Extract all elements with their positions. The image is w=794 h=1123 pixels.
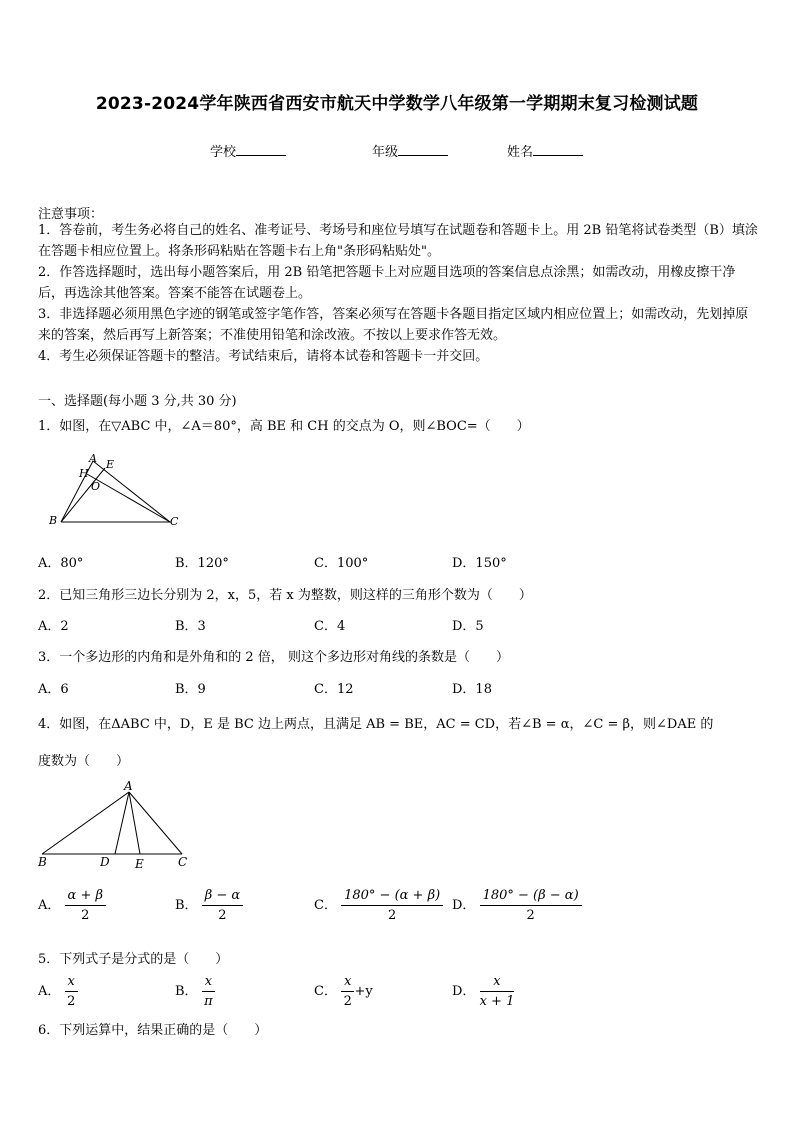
fig4-label-a: A — [124, 779, 133, 793]
fraction: $\frac{180^\circ - (\alpha + \beta)}{2}$ — [341, 888, 443, 923]
fraction: $\frac{\alpha + \beta}{2}$ — [65, 888, 106, 923]
fig1-label-c: C — [170, 515, 179, 528]
note-item: 3．非选择题必须用黑色字迹的钢笔或签字笔作答，答案必须写在答题卡各题目指定区域内相应位置上；如需改动，先划掉原来的答案，然后再写上新答案；不准使用铅笔和涂改液。不按以上要求作答无效。 — [38, 307, 749, 343]
fig1-label-o: O — [91, 480, 101, 493]
school-field — [210, 141, 286, 160]
fraction: $\frac{\beta - \alpha}{2}$ — [202, 888, 243, 923]
question-3-option-a[interactable]: A．6 — [38, 682, 69, 697]
option-tail: +y — [354, 984, 373, 999]
question-4-option-c[interactable] — [314, 888, 443, 923]
question-2-option-c[interactable]: C．4 — [314, 619, 346, 634]
fraction: $\frac{x}{2}$ — [341, 974, 354, 1009]
fig4-label-d: D — [100, 855, 110, 869]
question-4-option-a[interactable] — [38, 888, 106, 923]
option-letter: B． — [175, 984, 198, 999]
question-1-figure — [45, 452, 185, 530]
grade-blank — [398, 143, 448, 156]
question-5-option-c[interactable] — [314, 974, 373, 1009]
grade-label: 年级 — [372, 145, 399, 160]
fig4-label-b: B — [38, 855, 47, 869]
grade-field — [372, 141, 448, 160]
question-1-stem: 1．如图，在▽ABC 中，∠A＝80°，高 BE 和 CH 的交点为 O，则∠BOC=（ ） — [38, 419, 530, 434]
question-6-stem: 6．下列运算中，结果正确的是（ ） — [38, 1023, 268, 1038]
name-blank — [533, 143, 583, 156]
fig1-label-a: A — [89, 452, 97, 465]
fraction: $\frac{180^\circ - (\beta - \alpha)}{2}$ — [480, 888, 582, 923]
question-5-stem: 5．下列式子是分式的是（ ） — [38, 952, 229, 967]
name-label: 姓名 — [507, 145, 534, 160]
question-1-option-a[interactable]: A．80° — [38, 556, 84, 571]
question-2-option-a[interactable]: A．2 — [38, 619, 69, 634]
question-5-option-b[interactable] — [175, 974, 215, 1009]
question-4-stem: 4．如图，在ΔABC 中，D，E 是 BC 边上两点，且满足 AB = BE，AC = CD，若∠B = α，∠C = β，则∠DAE 的 — [38, 717, 714, 732]
fraction: $\frac{x}{x + 1}$ — [479, 974, 515, 1009]
option-letter: A． — [38, 984, 61, 999]
page-title: 2023-2024学年陕西省西安市航天中学数学八年级第一学期期末复习检测试题 — [95, 94, 699, 114]
question-2-stem: 2．已知三角形三边长分别为 2，x，5，若 x 为整数，则这样的三角形个数为（ ） — [38, 588, 532, 603]
fig4-label-e: E — [135, 857, 144, 871]
question-4-figure — [32, 778, 197, 872]
note-item: 2．作答选择题时，选出每小题答案后，用 2B 铅笔把答题卡上对应题目选项的答案信息点涂黑；如需改动，用橡皮擦干净后，再选涂其他答案。答案不能答在试题卷上。 — [38, 265, 736, 301]
fig1-label-b: B — [49, 514, 58, 527]
note-item: 4．考生必须保证答题卡的整洁。考试结束后，请将本试卷和答题卡一并交回。 — [38, 349, 489, 364]
question-3-option-d[interactable]: D．18 — [452, 682, 492, 697]
section-heading: 一、选择题(每小题 3 分,共 30 分) — [38, 394, 237, 409]
option-letter: C． — [314, 898, 337, 913]
question-3-stem: 3．一个多边形的内角和是外角和的 2 倍， 则这个多边形对角线的条数是（ ） — [38, 650, 509, 665]
option-letter: D． — [452, 898, 476, 913]
question-4-stem-line2: 度数为（ ） — [38, 754, 130, 769]
fig1-label-e: E — [106, 458, 115, 471]
option-letter: C． — [314, 984, 337, 999]
option-letter: D． — [452, 984, 476, 999]
question-1-option-c[interactable]: C．100° — [314, 556, 369, 571]
name-field — [507, 141, 583, 160]
question-3-option-b[interactable]: B．9 — [175, 682, 206, 697]
fig1-label-h: H — [79, 467, 89, 480]
note-item: 1．答卷前，考生务必将自己的姓名、准考证号、考场号和座位号填写在试题卷和答题卡上。用 2B 铅笔将试卷类型（B）填涂在答题卡相应位置上。将条形码粘贴在答题卡右上角"条形码粘贴处"。 — [38, 223, 758, 259]
question-3-option-c[interactable]: C．12 — [314, 682, 354, 697]
question-2-option-d[interactable]: D．5 — [452, 619, 484, 634]
option-letter: A． — [38, 898, 61, 913]
question-4-option-d[interactable] — [452, 888, 582, 923]
question-4-option-b[interactable] — [175, 888, 243, 923]
fig4-label-c: C — [178, 855, 188, 869]
fraction: $\frac{x}{\pi}$ — [202, 974, 215, 1009]
option-letter: B． — [175, 898, 198, 913]
question-1-option-b[interactable]: B．120° — [175, 556, 229, 571]
school-blank — [236, 143, 286, 156]
question-5-option-a[interactable] — [38, 974, 78, 1009]
question-1-option-d[interactable]: D．150° — [452, 556, 507, 571]
notes-heading: 注意事项： — [38, 207, 104, 222]
question-5-option-d[interactable] — [452, 974, 514, 1009]
fraction: $\frac{x}{2}$ — [65, 974, 78, 1009]
school-label: 学校 — [210, 145, 237, 160]
question-2-option-b[interactable]: B．3 — [175, 619, 206, 634]
